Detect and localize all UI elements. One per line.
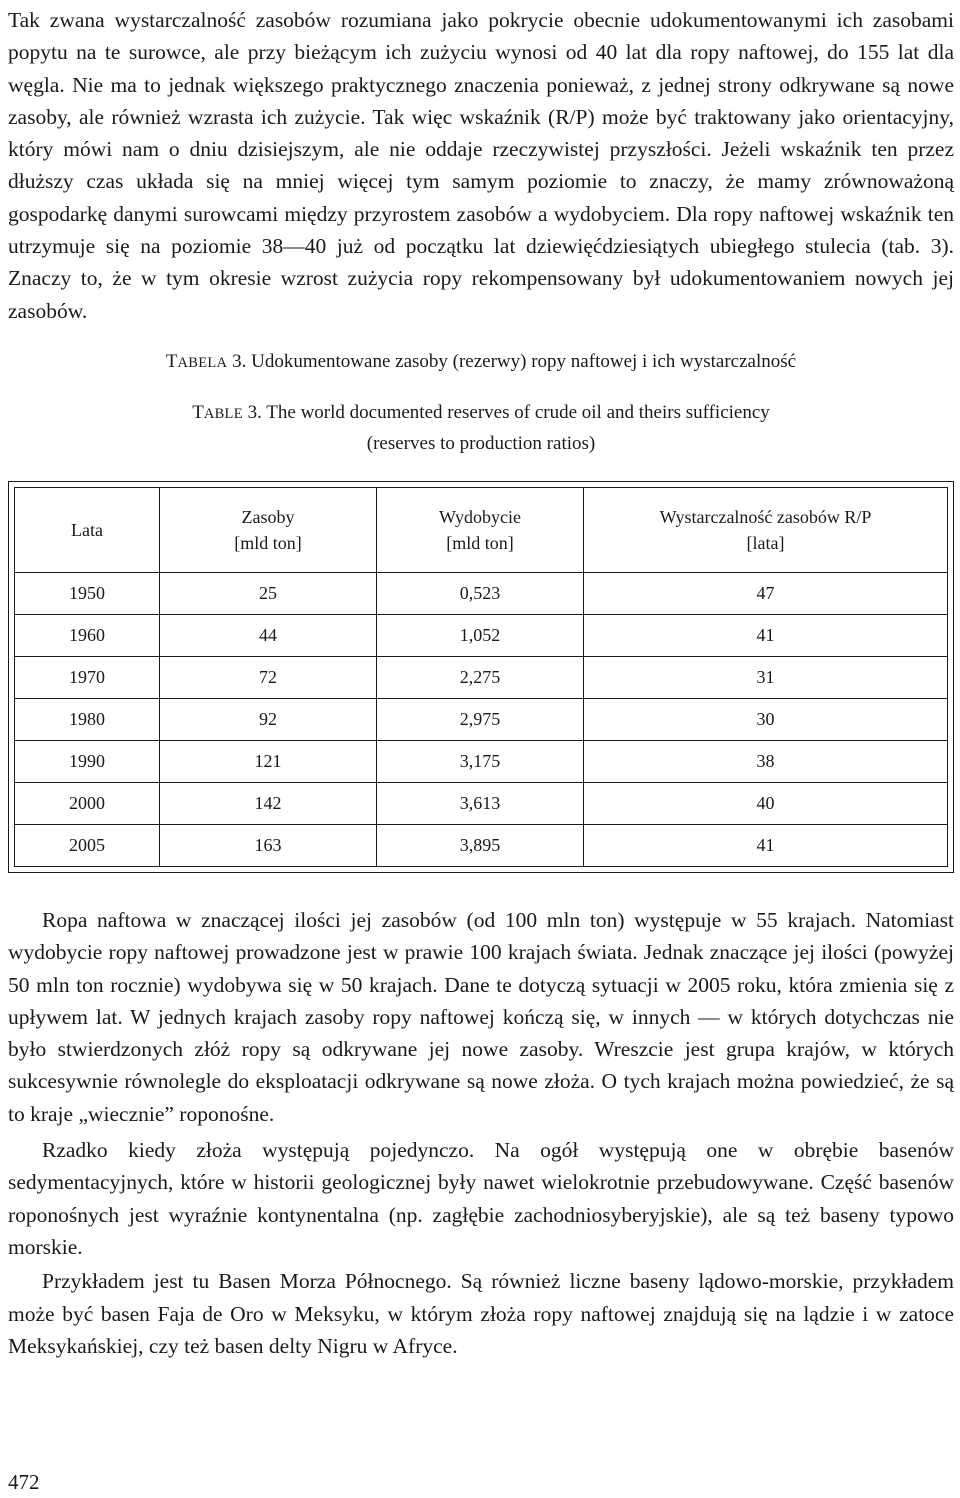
caption-subtitle: (reserves to production ratios): [366, 432, 596, 454]
paragraph-examples: Przykładem jest tu Basen Morza Północnego. Są również liczne baseny lądowo-morskie, przykładem może być basen Faja de Oro w Meksyku, w którym złoża ropy naftowej znajdują się na lądzie i w zatoce Meksykańskiej, czy też basen delty Nigru w Afryce.: [8, 1269, 954, 1358]
body-text-bottom: [8, 904, 954, 1362]
header-production: Wydobycie [mld ton]: [377, 487, 584, 572]
cell-year: 1980: [15, 698, 160, 740]
table-row: [15, 740, 948, 782]
cell-reserves: 121: [160, 740, 377, 782]
cell-rp: 41: [584, 614, 948, 656]
cell-year: 2005: [15, 824, 160, 866]
cell-production: 0,523: [377, 572, 584, 614]
cell-production: 1,052: [377, 614, 584, 656]
cell-year: 2000: [15, 782, 160, 824]
table-frame: [8, 481, 954, 873]
cell-rp: 41: [584, 824, 948, 866]
cell-reserves: 92: [160, 698, 377, 740]
cell-reserves: 44: [160, 614, 377, 656]
cell-rp: 31: [584, 656, 948, 698]
cell-reserves: 72: [160, 656, 377, 698]
table-row: [15, 824, 948, 866]
table-row: [15, 698, 948, 740]
page-number: 472: [8, 1470, 40, 1494]
cell-production: 3,613: [377, 782, 584, 824]
cell-rp: 40: [584, 782, 948, 824]
table-caption-pl: [8, 347, 954, 378]
caption-label: T: [165, 350, 178, 372]
caption-label-smallcaps: ABLE: [203, 405, 243, 422]
cell-rp: 30: [584, 698, 948, 740]
header-reserves: Zasoby [mld ton]: [160, 487, 377, 572]
caption-label-smallcaps: ABELA: [177, 354, 228, 371]
cell-reserves: 163: [160, 824, 377, 866]
cell-rp: 38: [584, 740, 948, 782]
cell-production: 3,175: [377, 740, 584, 782]
reserves-table: [14, 487, 948, 867]
paragraph-intro: Tak zwana wystarczalność zasobów rozumiana jako pokrycie obecnie udokumentowanymi ich zasobami popytu na te surowce, ale przy bieżącym ich zużyciu wynosi od 40 lat dla ropy naftowej, do 155 lat dla węgla. Nie ma to jednak większego praktycznego znaczenia ponieważ, z jednej strony odkrywane są nowe zasoby, ale również wzrasta ich zużycie. Tak więc wskaźnik (R/P) może być traktowany jako orientacyjny, który mówi nam o dniu dzisiejszym, ale nie oddaje rzeczywistej przyszłości. Jeżeli wskaźnik ten przez dłuższy czas układa się na mniej więcej tym samym poziomie to znaczy, że mamy zrównoważoną gospodarkę danymi surowcami między przyrostem zasobów a wydobyciem. Dla ropy naftowej wskaźnik ten utrzymuje się na poziomie 38—40 już od początku lat dziewięćdziesiątych ubiegłego stulecia (tab. 3). Znaczy to, że w tym okresie wzrost zużycia ropy rekompensowany był udokumentowaniem nowych jej zasobów.: [8, 8, 954, 323]
paragraph-basins: Rzadko kiedy złoża występują pojedynczo. Na ogół występują one w obrębie basenów sedymentacyjnych, które w historii geologicznej były nawet wielokrotnie przebudowywane. Część basenów roponośnych jest wyraźnie kontynentalna (np. zagłębie zachodniosyberyjskie), ale są też baseny typowo morskie.: [8, 1138, 954, 1259]
cell-production: 3,895: [377, 824, 584, 866]
table-row: [15, 614, 948, 656]
header-rp-ratio: Wystarczalność zasobów R/P [lata]: [584, 487, 948, 572]
table-caption-en: [8, 398, 954, 459]
cell-reserves: 25: [160, 572, 377, 614]
cell-year: 1970: [15, 656, 160, 698]
cell-year: 1990: [15, 740, 160, 782]
caption-text: The world documented reserves of crude oil and theirs sufficiency: [261, 401, 770, 423]
table-row: [15, 572, 948, 614]
caption-number: 3.: [227, 350, 247, 372]
paragraph-oil-countries: Ropa naftowa w znaczącej ilości jej zasobów (od 100 mln ton) występuje w 55 krajach. Natomiast wydobycie ropy naftowej prowadzone jest w prawie 100 krajach świata. Jednak znaczące jej ilości (powyżej 50 mln ton rocznie) wydobywa się w 50 krajach. Dane te dotyczą sytuacji w 2005 roku, która zmienia się z upływem lat. W jednych krajach zasoby ropy naftowej kończą się, w innych — w których dotychczas nie było stwierdzonych złóż ropy są odkrywane jej nowe zasoby. Wreszcie jest grupa krajów, w których sukcesywnie równolegle do eksploatacji odkrywane są nowe złoża. O tych krajach można powiedzieć, że są to kraje „wiecznie” roponośne.: [8, 907, 954, 1126]
table-row: [15, 782, 948, 824]
cell-year: 1950: [15, 572, 160, 614]
caption-label: T: [192, 401, 204, 423]
cell-production: 2,975: [377, 698, 584, 740]
caption-number: 3.: [242, 401, 262, 423]
header-years: Lata: [15, 487, 160, 572]
cell-reserves: 142: [160, 782, 377, 824]
cell-production: 2,275: [377, 656, 584, 698]
caption-text: Udokumentowane zasoby (rezerwy) ropy naftowej i ich wystarczalność: [246, 350, 797, 372]
page: [8, 4, 954, 1362]
cell-year: 1960: [15, 614, 160, 656]
table-row: [15, 656, 948, 698]
cell-rp: 47: [584, 572, 948, 614]
table-header-row: [15, 487, 948, 572]
